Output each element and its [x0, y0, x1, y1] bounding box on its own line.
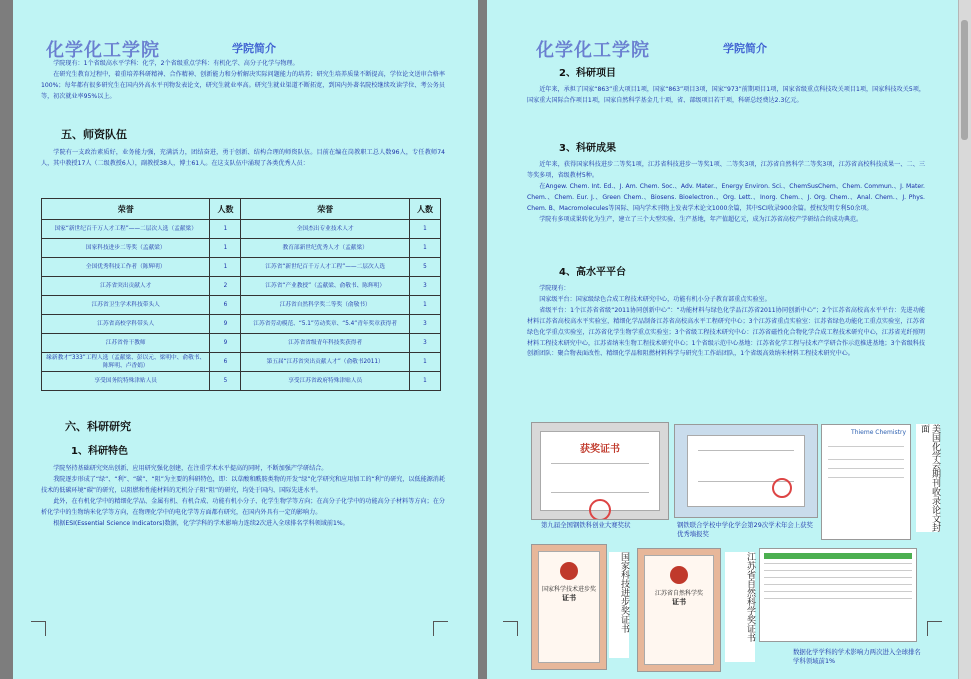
- table-cell: 江苏省骨干教师: [42, 334, 210, 353]
- awards-table: [41, 198, 441, 391]
- page-corner-mark: [31, 621, 46, 636]
- table-cell: 9: [210, 315, 241, 334]
- table-cell: 享受江苏省政府特殊津贴人员: [241, 372, 409, 391]
- table-cell: 6: [210, 296, 241, 315]
- table-cell: 1: [210, 258, 241, 277]
- vertical-caption-1: 美国化学会期刊收录论文封面: [916, 424, 940, 532]
- esi-row-line: [764, 591, 912, 592]
- features-paragraph: 根据ESI(Essential Science Indicators)数据，化学学科的学术影响力连续2次进入全球排名学科领域前1%。: [53, 519, 349, 527]
- left-page: [13, 0, 478, 679]
- table-row: [42, 220, 441, 239]
- vertical-caption-2: 国家科技进步奖证书: [609, 552, 629, 658]
- platform-paragraph: 省级平台：1个江苏省省级“2011协同创新中心”：“功能材料与绿色化学品江苏省2011协同创新中心”；2个江苏省高校高水平平台：先进功能材料江苏省高校高水平实验室，精细化学品制备江苏省高校高水平工程研究中心；3个江苏省重点实验室：江苏省绿色功能化工重点实验室，江苏省绿色化学重点实验室，江苏省化学生物学重点实验室；3个省级工程技术研究中心：江苏省磁性化合物化学合成工程技术研究中心，江苏省光纤照明材料工程技术研究中心，江苏省纳米生物工程技术研究中心；1个省级示范中心基地：江苏省化学工程与技术产学研合作示范推进基地；3个省级科技创新团队：聚合物表面改性、精细化学品和阻燃材料科学与研究生工作站团队，1个省级高效纳米材料工程技术研究中心。: [527, 306, 925, 358]
- table-row: [42, 258, 441, 277]
- table-cell: 1: [409, 353, 440, 372]
- table-cell: 3: [409, 334, 440, 353]
- table-cell: 1: [409, 239, 440, 258]
- results-paragraph: 近年来，获得国家科技进步二等奖1项，江苏省科技进步一等奖1项、二等奖3项，江苏省自然科学二等奖3项，江苏省高校科技成果一、二、三等奖多项，省级教材5种。: [527, 161, 925, 179]
- national-emblem-icon: [560, 562, 578, 580]
- table-cell: 江苏省“产业教授”（孟献梁、俞敬书、陈辉明）: [241, 277, 409, 296]
- table-cell: 江苏省省级青年科技奖获得者: [241, 334, 409, 353]
- faculty-text: [41, 148, 445, 170]
- jiangsu-certificate-title: 江苏省自然科学奖: [654, 590, 703, 597]
- table-cell: 1: [210, 220, 241, 239]
- esi-row-line: [764, 563, 912, 564]
- intro-paragraph: 在研究生教育过程中，着重培养科研精神、合作精神、创新能力和分析解决实际问题能力的培养；研究生培养质量不断提高，学位论文送审合格率100%；每年都有很多研究生在国内外高水平刊物发表论文，研究生就业率高。研究生就业渠道不断拓宽，到国内外著名院校继续攻读学位、考公务员等，初次就业率95%以上。: [41, 70, 445, 100]
- intro-text: [41, 59, 445, 103]
- table-row: [42, 296, 441, 315]
- page-corner-mark: [927, 621, 942, 636]
- section-label: 学院简介: [723, 42, 767, 55]
- table-cell: 3: [409, 277, 440, 296]
- table-row: [42, 277, 441, 296]
- research-heading: 六、科研研究: [65, 420, 131, 433]
- table-row: [42, 353, 441, 372]
- esi-row-line: [764, 598, 912, 599]
- certificate-text-block: [551, 463, 649, 493]
- esi-header-bar: [764, 553, 912, 559]
- jiangsu-certificate-photo: [637, 548, 721, 672]
- scrollbar-thumb[interactable]: [961, 20, 968, 140]
- national-certificate-paper: [538, 551, 600, 663]
- page-corner-mark: [503, 621, 518, 636]
- table-cell: 教育部新世纪优秀人才（孟献梁）: [241, 239, 409, 258]
- table-cell: 9: [210, 334, 241, 353]
- table-row: [42, 372, 441, 391]
- features-paragraph: 我院逐步形成了“绿”、“利”、“碳”、“阻”为主要的科研特色，即：以草酸和酰胺类物的开发“绿”化学研究和应用加工的“利”的研究，以低能源消耗技术的低碳环境“碳”的研究，以阻燃和性能材料的无机分子阻“阻”的研究，均处于国内、国际先进水平。: [41, 475, 445, 494]
- faculty-heading: 五、师资队伍: [61, 128, 127, 141]
- jiangsu-certificate-label: 证书: [672, 598, 686, 606]
- table-cell: 江苏省卫生学术科技带头人: [42, 296, 210, 315]
- red-seal-icon: [772, 478, 792, 498]
- platform-paragraph: 国家级平台：国家级绿色合成工程技术研究中心，功能有机小分子教育部重点实验室。: [539, 295, 771, 303]
- vertical-caption-3: 江苏省自然科学奖证书: [725, 552, 755, 662]
- table-header-count: 人数: [409, 199, 440, 220]
- features-text: [41, 464, 445, 529]
- esi-row-line: [764, 570, 912, 571]
- features-paragraph: 学院坚持基础研究突出创新、应用研究强化创建，在注重学术水平提高的同时，不断加强产学研结合。: [53, 465, 328, 472]
- page-corner-mark: [433, 621, 448, 636]
- platform-heading: 4、高水平平台: [559, 267, 626, 278]
- results-text: [527, 160, 925, 225]
- table-header-count: 人数: [210, 199, 241, 220]
- table-cell: 国家科技进步二等奖（孟献梁）: [42, 239, 210, 258]
- jiangsu-certificate-paper: [644, 555, 714, 665]
- table-cell: 江苏省自然科学奖二等奖（俞敬书）: [241, 296, 409, 315]
- projects-paragraph: 近年来，承担了国家“863”重大项目1项，国家“863”项目3项，国家“973”前期项目1项，国家省级重点科技攻关项目1项，国家科技攻关5项，国家重大国际合作项目1项，国家自然科学基金几十项，省、部级项目若干项，科研总经费达2.3亿元。: [527, 86, 925, 104]
- features-paragraph: 此外，在有机化学中的精细化学品、金属有机、有机合成、功能有机小分子、化学生物学等方向；在高分子化学中的功能高分子材料等方向；在分析化学中的生物纳米化学等方向，在物理化学中的电化学等方面都有研究，在国内外具有一定的影响力。: [41, 497, 445, 516]
- table-cell: 5: [210, 372, 241, 391]
- award-certificate-photo: [531, 422, 669, 520]
- table-cell: 1: [409, 296, 440, 315]
- letter-line: [828, 446, 904, 447]
- table-cell: 江苏省突出贡献人才: [42, 277, 210, 296]
- letter-line: [828, 459, 904, 460]
- table-cell: 3: [409, 315, 440, 334]
- national-certificate-label: 证书: [562, 594, 576, 602]
- award-certificate-title: 获奖证书: [580, 444, 620, 455]
- platform-paragraph: 学院现有：: [539, 285, 570, 292]
- photo-caption-3: 数据化学学科的学术影响力两次进入全球排名学科领域前1%: [793, 648, 921, 665]
- national-certificate-title: 国家科学技术进步奖: [541, 586, 596, 593]
- journal-brand: Thieme Chemistry: [851, 429, 906, 436]
- table-cell: 缘新教才“333”工程人选（孟献梁、彭以元、梁明中、俞敬书、陈辉明、卢香娟）: [42, 353, 210, 372]
- results-heading: 3、科研成果: [559, 143, 616, 154]
- table-cell: 江苏省高校学科带头人: [42, 315, 210, 334]
- table-cell: 1: [409, 220, 440, 239]
- national-certificate-photo: [531, 544, 607, 670]
- faculty-paragraph: 学院有一支政治素质好，业务能力强，充满活力，团结奋进，勇于创新、结构合理的师资队伍。目前在编在岗教职工总人数96人，专任教师74人，其中教授17人（二级教授6人），副教授38人，博士61人。在这支队伍中涌现了各类优秀人员：: [41, 149, 445, 167]
- platform-text: [527, 284, 925, 360]
- table-cell: 江苏省“新世纪百千万人才工程”——二层次人选: [241, 258, 409, 277]
- results-paragraph: 在Angew. Chem. Int. Ed.、J. Am. Chem. Soc.、Adv. Mater.、Energy Environ. Sci.、ChemSusChem、Chem. Commun.、J. Mater. Chem.、Chem. Eur. J.、Green Chem.、Biosens. Bioelectron.、Org. Lett.、Inorg. Chem.、J. Org. Chem.、Anal. Chem.、J. Phys. Chem. B、Macromolecules等国际、国内学术刊物上发表学术论文1000余篇，其中SCI收录900余篇。授权发明专利50余项。: [527, 182, 925, 212]
- table-header-honor: 荣誉: [42, 199, 210, 220]
- school-logo-text: 化学化工学院: [536, 40, 650, 61]
- table-cell: 2: [210, 277, 241, 296]
- award-certificate-paper: [540, 431, 660, 511]
- letter-line: [828, 468, 904, 469]
- table-row: [42, 315, 441, 334]
- esi-row-line: [764, 584, 912, 585]
- poster-certificate-photo: [674, 424, 818, 518]
- projects-text: [527, 85, 925, 107]
- intro-paragraph: 学院现有：1个省级高水平学科：化学，2个省级重点学科：有机化学、高分子化学与物理。: [53, 60, 299, 67]
- national-emblem-icon: [670, 566, 688, 584]
- red-seal-icon: [589, 499, 611, 520]
- table-cell: 全国优秀科技工作者（陈辉明）: [42, 258, 210, 277]
- letter-line: [828, 477, 904, 478]
- photo-caption-2: 钢铁联合学校中学化学会第29次学术年会上获奖优秀墙报奖: [677, 521, 813, 538]
- table-cell: 6: [210, 353, 241, 372]
- table-cell: 1: [409, 372, 440, 391]
- projects-heading: 2、科研项目: [559, 68, 616, 79]
- table-cell: 1: [210, 239, 241, 258]
- table-cell: 江苏省劳动模范、“5.1”劳动奖章、“5.4”青年奖章获得者: [241, 315, 409, 334]
- journal-letter-photo: [821, 424, 911, 540]
- table-cell: 国家“新世纪百千万人才工程”——二层次人选（孟献梁）: [42, 220, 210, 239]
- section-label: 学院简介: [232, 42, 276, 55]
- poster-certificate-paper: [687, 435, 805, 507]
- esi-row-line: [764, 577, 912, 578]
- right-page: [487, 0, 959, 679]
- school-logo-text: 化学化工学院: [46, 40, 160, 61]
- results-paragraph: 学院有多项成果转化为生产，建立了三个大型实验、生产基地，年产值超亿元，成为江苏省高校产学研结合的成功典范。: [539, 215, 863, 223]
- table-row: [42, 239, 441, 258]
- table-cell: 第五届“江苏省突出贡献人才”（俞敬书2011）: [241, 353, 409, 372]
- vertical-scrollbar[interactable]: [958, 0, 971, 679]
- table-cell: 5: [409, 258, 440, 277]
- table-cell: 享受国务院特殊津贴人员: [42, 372, 210, 391]
- photo-caption-1: 第九届全国钢铁科创业大赛奖状: [541, 521, 631, 529]
- esi-ranking-screenshot: [759, 548, 917, 642]
- features-heading: 1、科研特色: [71, 446, 128, 457]
- table-cell: 全国杰出专业技术人才: [241, 220, 409, 239]
- table-header-honor: 荣誉: [241, 199, 409, 220]
- table-row: [42, 334, 441, 353]
